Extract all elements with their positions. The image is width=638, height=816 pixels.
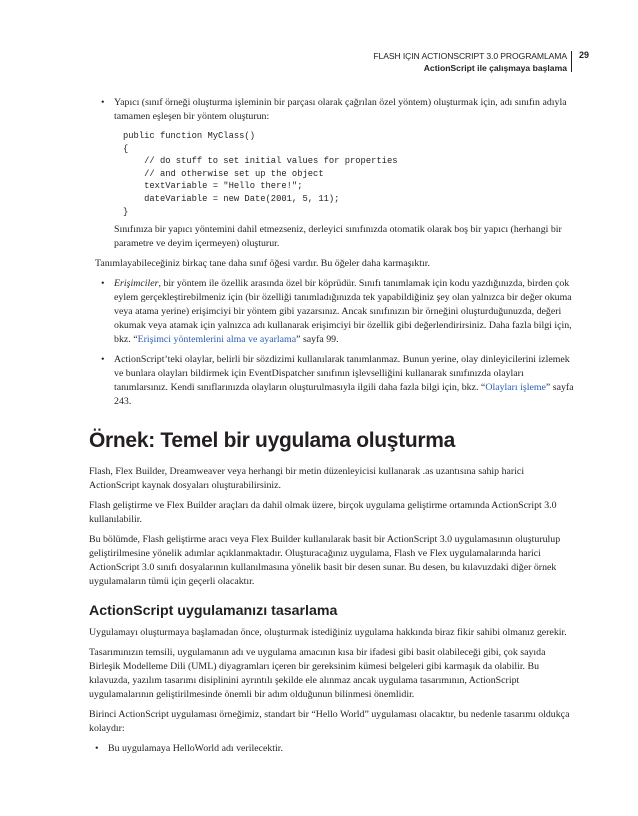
subsection-heading-design: ActionScript uygulamanızı tasarlama <box>89 603 338 620</box>
page-reference: ” sayfa 99. <box>296 334 339 346</box>
link-handling-events[interactable]: Olayları işleme <box>485 382 546 394</box>
list-item-text: ActionScript’teki olaylar, belirli bir sözdizimi kullanılarak tanımlanmaz. Bunun yerine, olay dinleyicilerini izlemek ve bunlara olayları bildirmek için EventDispatcher sınıfının işlevselliğini kullanarak sınıfınızda olayları tanımlarsınız. Kendi sınıflarınızda olayların oluşturulmasıyla ilgili daha fazla bilgi için, bkz. “ <box>114 354 570 394</box>
list-item-helloworld <box>89 742 575 756</box>
section-heading-example: Örnek: Temel bir uygulama oluşturma <box>89 429 456 453</box>
list-item-events <box>95 353 575 409</box>
term-accessors: Erişimciler <box>114 278 159 290</box>
header-chapter-title: ActionScript ile çalışmaya başlama <box>423 63 567 73</box>
page-number: 29 <box>579 50 590 60</box>
header-book-title: FLASH IÇIN ACTIONSCRIPT 3.0 PROGRAMLAMA <box>373 51 567 61</box>
paragraph-class-elements: Tanımlayabileceğiniz birkaç tane daha sınıf öğesi vardır. Bu öğeler daha karmaşıktır. <box>95 258 430 270</box>
code-block: public function MyClass() { // do stuff to set initial values for properties // and otherwise set up the object textVariable = "Hello there!"; dateVariable = new Date(2001, 5, 11); } <box>123 131 398 217</box>
list-item-text: Bu uygulamaya HelloWorld adı verilecektir. <box>108 743 283 755</box>
page-reference: ” sayfa 243. <box>114 382 574 408</box>
paragraph: Bu bölümde, Flash geliştirme aracı veya Flex Builder kullanılarak basit bir ActionScript 3.0 uygulamasının oluşturulup geliştirilmesine yönelik adımlar açıklanmaktadır. Oluşturacağınız uygulama, Flash ve Flex uygulamalarında harici ActionScript 3.0 sınıfı dosyalarının kullanılmasına yönelik basit bir desen sunar. Bu desen, bu kılavuzdaki diğer örnek uygulamaların tümü için geçerli olacaktır. <box>89 534 561 588</box>
paragraph: Uygulamayı oluşturmaya başlamadan önce, oluşturmak istediğiniz uygulama hakkında biraz fikir sahibi olmanız gerekir. <box>89 627 567 639</box>
list-item-constructor <box>95 96 575 124</box>
list-item-text: Yapıcı (sınıf örneği oluşturma işleminin bir parçası olarak çağrılan özel yöntem) oluşturmak için, adı sınıfın adıyla tamamen eşleşen bir yöntem oluşturun: <box>114 97 567 122</box>
list-item-text: , bir yöntem ile özellik arasında özel bir köprüdür. Sınıfı tanımlamak için kodu yazdığınızda, birden çok eylem gerçekleştirebilmeniz için (bir özelliği tanımladığınızda tek yapabildiğiniz şey olan yalnızca bir değer okuma veya atama yerine) erişimciyi bir yöntem gibi yazarsınız. Ancak sınıfınızın bir örneğini oluşturduğunuzda, değeri okumak veya atamak için yalnızca adı kullanarak erişimciyi bir özellik gibi değerlendirirsiniz. Daha fazla bilgi için, bkz. “ <box>114 278 572 346</box>
paragraph: Birinci ActionScript uygulaması örneğimiz, standart bir “Hello World” uygulaması olacaktır, bu nedenle tasarımı oldukça kolaydır: <box>89 709 570 735</box>
link-accessor-methods[interactable]: Erişimci yöntemlerini alma ve ayarlama <box>137 334 297 346</box>
paragraph: Flash, Flex Builder, Dreamweaver veya herhangi bir metin düzenleyicisi kullanarak .as uzantısına sahip harici ActionScript kaynak dosyaları oluşturabilirsiniz. <box>89 466 525 492</box>
running-header <box>373 50 567 74</box>
header-divider <box>571 51 572 72</box>
paragraph-constructor-note: Sınıfınıza bir yapıcı yöntemini dahil etmezseniz, derleyici sınıfınızda otomatik olarak boş bir yapıcı (herhangi bir parametre ve deyim içermeyen) oluşturur. <box>114 224 562 250</box>
list-item-accessors <box>95 277 575 347</box>
paragraph: Tasarımınızın temsili, uygulamanın adı ve uygulama amacının kısa bir ifadesi gibi basit olabileceği gibi, çok sayıda Birleşik Modelleme Dili (UML) diyagramları içeren bir gereksinim kümesi belgeleri gibi karmaşık da olabilir. Bu kılavuzda, yazılım tasarımı disiplinini ayrıntılı şekilde ele alınmaz ancak uygulama tasarımının, ActionScript uygulamalarının geliştirilmesinde önemli bir adım olduğunun bilinmesi önemlidir. <box>89 647 546 701</box>
paragraph: Flash geliştirme ve Flex Builder araçları da dahil olmak üzere, birçok uygulama geliştirme ortamında ActionScript 3.0 kullanılabilir. <box>89 500 557 526</box>
page-content <box>89 96 575 762</box>
